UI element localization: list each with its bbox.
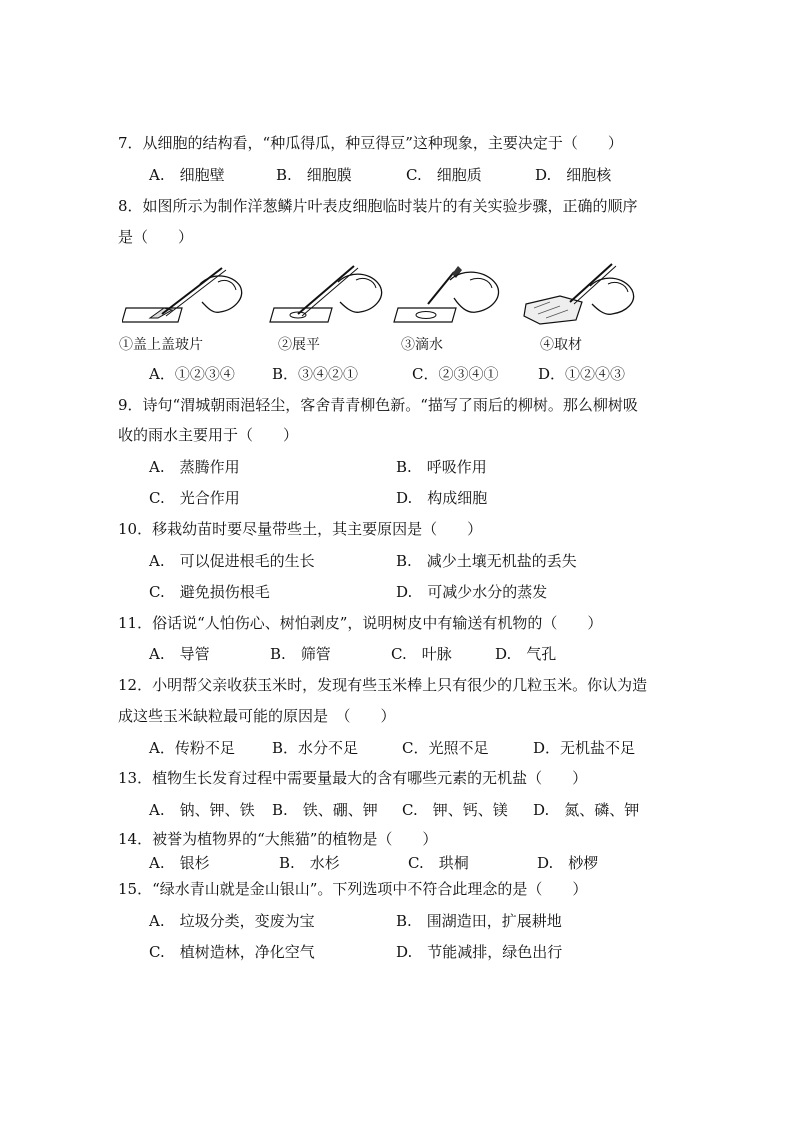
question-8-option-d: D．①②④③ xyxy=(538,365,626,383)
question-9-option-c: C. 光合作用 xyxy=(149,489,240,507)
question-13-option-d: D. 氮、磷、钾 xyxy=(533,801,640,819)
question-7-stem: 7．从细胞的结构看，“种瓜得瓜，种豆得豆”这种现象，主要决定于（ ） xyxy=(118,134,623,152)
question-10-stem: 10．移栽幼苗时要尽量带些土，其主要原因是（ ） xyxy=(118,520,483,538)
question-15-option-c: C. 植树造林，净化空气 xyxy=(149,943,315,961)
figure-drip-water xyxy=(392,258,520,330)
question-15-option-b: B. 围湖造田，扩展耕地 xyxy=(396,912,562,930)
question-9-option-d: D. 构成细胞 xyxy=(396,489,488,507)
question-14-stem: 14．被誉为植物界的“大熊猫”的植物是（ ） xyxy=(118,830,438,848)
question-12-option-b: B．水分不足 xyxy=(272,739,359,757)
question-12-option-a: A．传粉不足 xyxy=(149,739,235,757)
question-13-stem: 13．植物生长发育过程中需要量最大的含有哪些元素的无机盐（ ） xyxy=(118,769,588,787)
question-13-option-a: A. 钠、钾、铁 xyxy=(149,801,255,819)
question-11-stem: 11．俗话说“人怕伤心、树怕剥皮”，说明树皮中有输送有机物的（ ） xyxy=(118,614,603,632)
figure-label-1: ①盖上盖玻片 xyxy=(119,337,203,353)
question-7-option-d: D. 细胞核 xyxy=(535,166,612,184)
question-14-option-c: C. 珙桐 xyxy=(408,854,469,872)
question-10-option-b: B. 减少土壤无机盐的丢失 xyxy=(396,552,577,570)
question-9-option-b: B. 呼吸作用 xyxy=(396,458,487,476)
figure-spread xyxy=(268,258,396,330)
question-14-option-b: B. 水杉 xyxy=(279,854,340,872)
question-9-stem-line2: 收的雨水主要用于（ ） xyxy=(118,426,299,444)
question-11-option-b: B. 筛管 xyxy=(270,645,331,663)
question-14-option-d: D. 桫椤 xyxy=(537,854,599,872)
question-10-option-c: C. 避免损伤根毛 xyxy=(149,583,270,601)
figure-cover-slip xyxy=(122,258,250,330)
question-12-stem-line1: 12．小明帮父亲收获玉米时，发现有些玉米棒上只有很少的几粒玉米。你认为造 xyxy=(118,676,648,694)
question-12-option-c: C．光照不足 xyxy=(402,739,489,757)
question-8-option-c: C．②③④① xyxy=(412,365,499,383)
question-15-option-d: D. 节能减排，绿色出行 xyxy=(396,943,563,961)
figure-take-material xyxy=(520,258,648,330)
figure-label-2: ②展平 xyxy=(278,337,320,353)
question-15-stem: 15．“绿水青山就是金山银山”。下列选项中不符合此理念的是（ ） xyxy=(118,880,588,898)
question-7-option-c: C. 细胞质 xyxy=(406,166,482,184)
question-8-stem-line2: 是（ ） xyxy=(118,228,194,246)
question-7-option-a: A. 细胞壁 xyxy=(149,166,225,184)
question-10-option-d: D. 可减少水分的蒸发 xyxy=(396,583,548,601)
question-9-stem-line1: 9．诗句“渭城朝雨浥轻尘，客舍青青柳色新。“描写了雨后的柳树。那么柳树吸 xyxy=(118,396,638,414)
question-12-option-d: D．无机盐不足 xyxy=(533,739,636,757)
question-8-option-b: B．③④②① xyxy=(272,365,359,383)
question-11-option-c: C. 叶脉 xyxy=(391,645,452,663)
question-14-option-a: A. 银杉 xyxy=(149,854,210,872)
question-15-option-a: A. 垃圾分类，变废为宝 xyxy=(149,912,315,930)
question-8-stem-line1: 8．如图所示为制作洋葱鳞片叶表皮细胞临时装片的有关实验步骤，正确的顺序 xyxy=(118,197,638,215)
question-11-option-a: A. 导管 xyxy=(149,645,210,663)
question-9-option-a: A. 蒸腾作用 xyxy=(149,458,240,476)
question-8-option-a: A．①②③④ xyxy=(149,365,235,383)
question-11-option-d: D. 气孔 xyxy=(495,645,557,663)
question-7-option-b: B. 细胞膜 xyxy=(276,166,352,184)
figure-label-3: ③滴水 xyxy=(401,337,443,353)
figure-label-4: ④取材 xyxy=(540,337,582,353)
question-13-option-b: B. 铁、硼、钾 xyxy=(272,801,378,819)
question-13-option-c: C. 钾、钙、镁 xyxy=(402,801,508,819)
question-10-option-a: A. 可以促进根毛的生长 xyxy=(149,552,315,570)
question-12-stem-line2: 成这些玉米缺粒最可能的原因是 （ ） xyxy=(118,707,396,725)
